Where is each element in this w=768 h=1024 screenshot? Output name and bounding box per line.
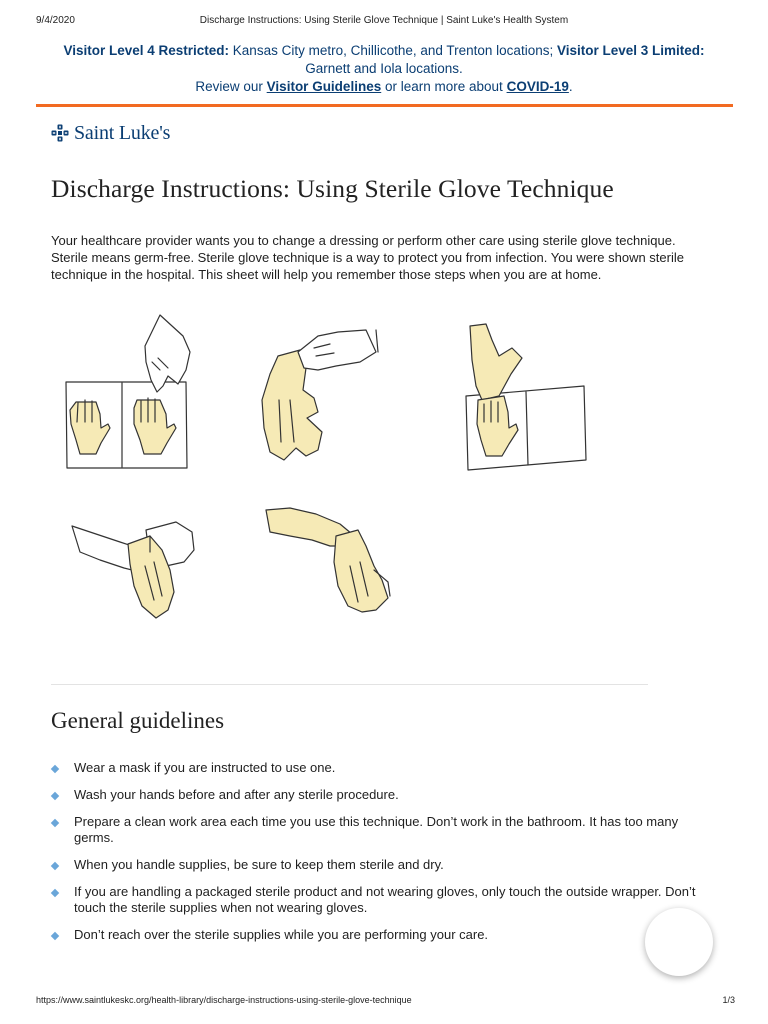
step-3-illustration — [466, 324, 586, 470]
orange-divider — [36, 104, 733, 107]
list-item: Wear a mask if you are instructed to use one. — [51, 760, 711, 776]
guidelines-list — [51, 760, 711, 954]
step-4-illustration — [72, 522, 194, 618]
print-footer — [0, 995, 768, 1009]
intro-paragraph: Your healthcare provider wants you to change a dressing or perform other care using sterile glove technique. Sterile means germ-free. Sterile glove technique is a way to protect you from infection. You were shown sterile technique in the hospital. This sheet will help you remember those steps when you are at home. — [51, 233, 684, 282]
level4-label: Visitor Level 4 Restricted: — [63, 43, 230, 58]
step-5-illustration — [266, 508, 390, 612]
print-title: Discharge Instructions: Using Sterile Glove Technique | Saint Luke's Health System — [199, 15, 569, 26]
bullet-diamond-icon — [51, 932, 59, 940]
list-item: When you handle supplies, be sure to keep them sterile and dry. — [51, 857, 711, 873]
logo-cross-icon — [51, 124, 69, 142]
list-item: Wash your hands before and after any sterile procedure. — [51, 787, 711, 803]
section-divider — [51, 684, 648, 685]
print-date: 9/4/2020 — [36, 15, 75, 26]
review-middle: or learn more about — [384, 79, 503, 94]
print-header — [0, 15, 768, 29]
logo-text: Saint Luke's — [74, 121, 171, 144]
covid-link[interactable]: COVID-19 — [506, 79, 569, 94]
bullet-diamond-icon — [51, 765, 59, 773]
list-item: If you are handling a packaged sterile product and not wearing gloves, only touch the outside wrapper. Don’t touch the sterile supplies when not wearing gloves. — [51, 884, 711, 916]
saint-lukes-logo[interactable] — [51, 121, 170, 145]
level3-label: Visitor Level 3 Limited: — [556, 43, 705, 58]
review-suffix: . — [568, 79, 573, 94]
step-2-illustration — [262, 330, 378, 460]
bullet-diamond-icon — [51, 889, 59, 897]
level4-text: Kansas City metro, Chillicothe, and Trenton locations; — [232, 43, 554, 58]
step-1-illustration — [66, 315, 190, 468]
visitor-guidelines-link[interactable]: Visitor Guidelines — [266, 79, 382, 94]
bullet-diamond-icon — [51, 792, 59, 800]
page-title: Discharge Instructions: Using Sterile Glove Technique — [51, 174, 614, 203]
bullet-diamond-icon — [51, 862, 59, 870]
glove-technique-illustration — [0, 300, 768, 680]
page-number: 1/3 — [722, 995, 735, 1005]
chat-bubble-button[interactable] — [645, 908, 713, 976]
bullet-diamond-icon — [51, 819, 59, 827]
review-prefix: Review our — [195, 79, 263, 94]
visitor-banner — [36, 42, 732, 96]
section-title: General guidelines — [51, 708, 225, 733]
print-url: https://www.saintlukeskc.org/health-library/discharge-instructions-using-sterile-glove-technique — [36, 995, 412, 1005]
list-item: Prepare a clean work area each time you use this technique. Don’t work in the bathroom. It has too many germs. — [51, 814, 711, 846]
list-item: Don’t reach over the sterile supplies while you are performing your care. — [51, 927, 711, 943]
level3-text: Garnett and Iola locations. — [305, 61, 463, 76]
